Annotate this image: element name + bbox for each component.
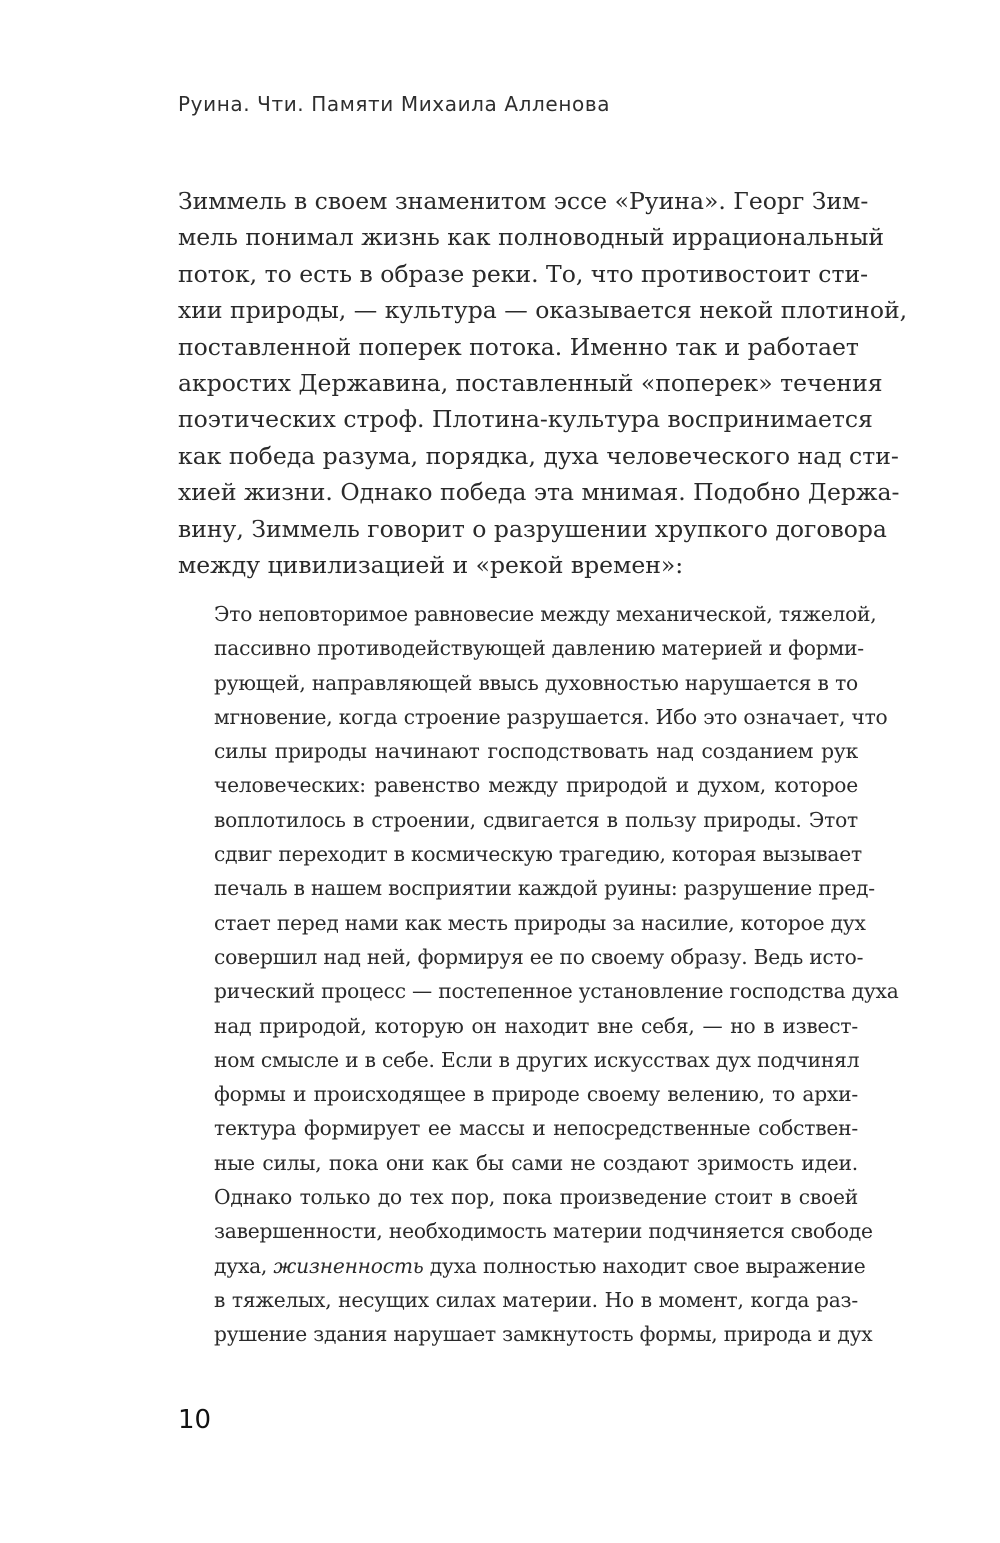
italic-emphasis: жизненность — [273, 1253, 424, 1278]
quote-line: формы и происходящее в природе своему велению, то архи- — [214, 1082, 858, 1107]
block-quote — [214, 597, 899, 1352]
quote-line-italic — [214, 1249, 866, 1283]
quote-line: Однако только до тех пор, пока произведение стоит в своей — [214, 1185, 858, 1210]
body-line: поток, то есть в образе реки. То, что противостоит сти- — [178, 259, 869, 288]
quote-line: завершенности, необходимость материи подчиняется свободе — [214, 1219, 873, 1244]
quote-line: Это неповторимое равновесие между механической, тяжелой, — [214, 602, 877, 626]
quote-line: тектура формирует ее массы и непосредственные собствен- — [214, 1116, 858, 1141]
quote-line: рушение здания нарушает замкнутость формы, природа и дух — [214, 1322, 873, 1347]
quote-line: над природой, которую он находит вне себя, — но в извест- — [214, 1013, 858, 1038]
quote-line: пассивно противодействующей давлению материей и форми- — [214, 636, 864, 661]
quote-line: совершил над ней, формируя ее по своему образу. Ведь исто- — [214, 944, 864, 969]
quote-line: ном смысле и в себе. Если в других искусствах дух подчинял — [214, 1047, 860, 1072]
body-line: поэтических строф. Плотина-культура воспринимается — [178, 405, 873, 434]
quote-line: воплотилось в строении, сдвигается в пользу природы. Этот — [214, 807, 858, 832]
quote-line: в тяжелых, несущих силах материи. Но в момент, когда раз- — [214, 1287, 858, 1312]
quote-line: рический процесс — постепенное установление господства духа — [214, 979, 899, 1004]
body-line: хией жизни. Однако победа эта мнимая. Подобно Держа- — [178, 478, 900, 507]
quote-line: человеческих: равенство между природой и духом, которое — [214, 773, 858, 798]
body-line: Зиммель в своем знаменитом эссе «Руина». Георг Зим- — [178, 187, 869, 215]
body-line: мель понимал жизнь как полноводный иррациональный — [178, 223, 885, 252]
body-paragraph — [178, 183, 908, 583]
body-line: акростих Державина, поставленный «поперек» течения — [178, 368, 883, 397]
body-line: как победа разума, порядка, духа человеческого над сти- — [178, 441, 899, 470]
quote-line: мгновение, когда строение разрушается. Ибо это означает, что — [214, 704, 888, 729]
quote-line-rest: духа полностью находит свое выражение — [423, 1253, 866, 1278]
page-number: 10 — [178, 1405, 212, 1435]
quote-line: силы природы начинают господствовать над созданием рук — [214, 739, 858, 764]
running-head: Руина. Чти. Памяти Михаила Алленова — [178, 92, 611, 116]
body-line: между цивилизацией и «рекой времен»: — [178, 550, 684, 579]
quote-line: стает перед нами как месть природы за насилие, которое дух — [214, 910, 866, 935]
quote-line: печаль в нашем восприятии каждой руины: разрушение пред- — [214, 876, 875, 901]
body-line: хии природы, — культура — оказывается некой плотиной, — [178, 296, 908, 325]
quote-line: сдвиг переходит в космическую трагедию, которая вызывает — [214, 842, 862, 867]
body-line: поставленной поперек потока. Именно так и работает — [178, 332, 859, 361]
quote-line-prefix: духа, — [214, 1253, 274, 1278]
quote-line: ные силы, пока они как бы сами не создают зримость идеи. — [214, 1150, 858, 1175]
body-line: вину, Зиммель говорит о разрушении хрупкого договора — [178, 514, 887, 543]
quote-line: рующей, направляющей ввысь духовностью нарушается в то — [214, 670, 858, 695]
